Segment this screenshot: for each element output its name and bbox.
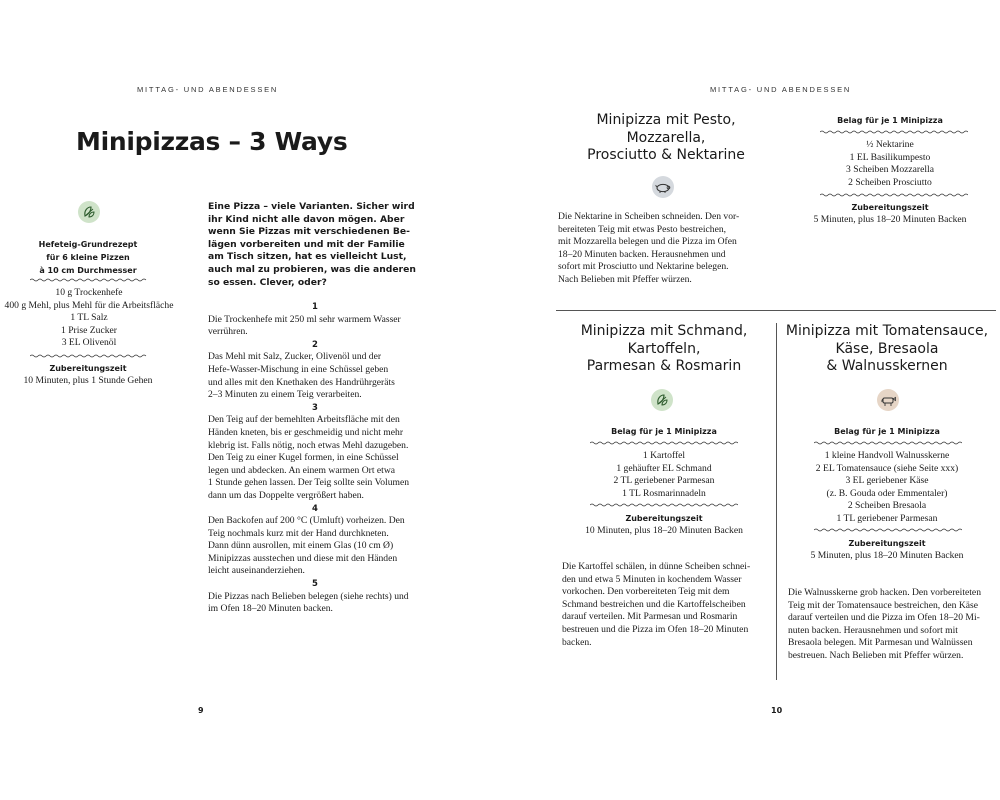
step-3 [208,402,422,503]
recipe2-title [556,323,772,376]
ingredient-line: 1 gehäufter EL Schmand [616,462,712,474]
wavy-divider [30,354,148,358]
recipe3-ingredients [784,450,990,526]
ingredient-line: 2 EL Tomatensauce (siehe Seite xxx) [815,462,959,474]
recipe3-topping-label: Belag für je 1 Minipizza [834,427,940,436]
step-line: Die Trockenhefe mit 250 ml sehr warmem Wasser [208,313,401,325]
ingredient-line: 1 kleine Handvoll Walnusskerne [824,450,950,461]
ingredient-line: 1 Prise Zucker [61,324,117,336]
method-line: vorkochen. Den vorbereiteten Teig mit dem [562,586,730,598]
recipe2-ingredients [562,450,766,500]
recipe1-title-line: Mozzarella, [626,129,706,146]
step-number: 4 [312,503,318,514]
recipe3-prep-label: Zubereitungszeit [848,539,926,548]
method-line: bereiteten Teig mit etwas Pesto bestreichen, [558,223,727,235]
pig-icon [652,176,674,198]
method-line: Die Kartoffel schälen, in dünne Scheiben schnei- [562,561,751,572]
recipe2-prep-time: 10 Minuten, plus 18–20 Minuten Backen [585,525,743,536]
method-line: backen. [562,636,592,648]
ingredient-line: 1 TL geriebener Parmesan [836,512,938,524]
recipe3-title-line: Minipizza mit Tomatensauce, [785,323,989,339]
recipe2-title-line: Parmesan & Rosmarin [586,358,742,374]
step-line: Das Mehl mit Salz, Zucker, Olivenöl und der [208,351,382,363]
ingredient-line: 3 EL Olivenöl [61,337,117,349]
page-number-left: 9 [198,706,204,715]
step-5 [208,578,422,616]
intro-line: auch mal zu probieren, was die anderen [208,263,416,275]
recipe1-title [556,112,776,165]
cow-icon [877,389,899,411]
recipe3-title [780,323,994,376]
base-ingredients [0,287,178,350]
base-recipe-heading-line: Hefeteig-Grundrezept [38,240,138,249]
wavy-divider [820,130,968,134]
ingredient-line: 2 Scheiben Bresaola [847,500,927,512]
ingredient-line: 2 TL geriebener Parmesan [613,475,715,487]
ingredient-line: 2 Scheiben Prosciutto [848,176,932,188]
herb-leaf-icon [78,201,100,223]
wavy-divider [590,441,738,445]
recipe1-title-line: Prosciutto & Nektarine [587,147,745,163]
intro-line: lägen vorbereiten und mit der Familie [208,238,405,250]
ingredient-line: 1 TL Rosmarinnadeln [622,487,706,499]
method-line: darauf verteilen. Mit Parmesan und Rosmarin [562,611,738,623]
recipe1-method [558,211,768,287]
method-line: 18–20 Minuten backen. Herausnehmen und [558,248,726,260]
step-4 [208,503,422,579]
ingredient-line: 3 Scheiben Mozzarella [846,164,934,176]
step-number: 2 [312,339,318,350]
step-line: im Ofen 18–20 Minuten backen. [208,603,333,615]
recipe2-title-line: Minipizza mit Schmand, [580,323,748,339]
step-line: leicht auseinanderziehen. [208,565,305,577]
step-line: Den Backofen auf 200 °C (Umluft) vorheizen. Den [208,515,405,527]
method-line: Teig mit der Tomatensauce bestreichen, den Käse [788,599,979,611]
step-number: 3 [312,402,318,413]
step-line: Minipizzas ausstechen und diese mit den Händen [208,552,398,564]
recipe2-prep-label: Zubereitungszeit [625,514,703,523]
step-line: Dann dünn ausrollen, mit einem Glas (10 cm Ø) [208,540,394,552]
ingredient-line: 1 Kartoffel [642,450,686,461]
wavy-divider [30,278,148,282]
herb-leaf-icon [651,389,673,411]
method-line: Die Walnusskerne grob hacken. Den vorbereiteten [788,587,981,598]
step-line: Hefe-Wasser-Mischung in eine Schüssel geben [208,363,389,375]
recipe3-prep-time: 5 Minuten, plus 18–20 Minuten Backen [810,550,964,561]
running-head-left: MITTAG- UND ABENDESSEN [137,85,279,94]
step-2 [208,339,422,402]
wavy-divider [820,193,968,197]
recipe2-title-line: Kartoffeln, [627,340,701,357]
intro-paragraph [208,201,428,289]
wavy-divider [590,503,738,507]
step-line: dann um das Doppelte vergrößert haben. [208,489,364,501]
intro-line: so essen. Clever, oder? [208,276,327,288]
step-number: 1 [312,302,318,312]
step-line: Den Teig zu einer Kugel formen, in eine Schüssel [208,452,399,464]
ingredient-line: 1 TL Salz [70,312,108,324]
ingredient-line: ½ Nektarine [866,139,914,150]
recipe3-title-line: Käse, Bresaola [835,340,939,357]
step-line: Den Teig auf der bemehlten Arbeitsfläche mit den [208,414,400,426]
method-line: Schmand bestreichen und die Kartoffelscheiben [562,598,746,610]
wavy-divider [814,441,962,445]
method-line: nuten backen. Herausnehmen und sofort mit [788,624,958,636]
vertical-rule [776,323,777,680]
base-recipe-heading-line: à 10 cm Durchmesser [39,266,137,275]
ingredient-line: 10 g Trockenhefe [55,287,123,298]
base-prep-label: Zubereitungszeit [49,364,127,373]
recipe2-topping-label: Belag für je 1 Minipizza [611,427,717,436]
method-line: Die Nektarine in Scheiben schneiden. Den vor- [558,211,740,222]
ingredient-line: 1 EL Basilikumpesto [849,151,931,163]
horizontal-rule [556,310,996,311]
step-line: 1 Stunde gehen lassen. Der Teig sollte sein Volumen [208,477,410,489]
wavy-divider [814,528,962,532]
step-line: Die Pizzas nach Belieben belegen (siehe rechts) und [208,590,409,602]
recipe1-title-line: Minipizza mit Pesto, [596,112,736,128]
step-line: klebrig ist. Falls nötig, noch etwas Mehl dazugeben. [208,439,409,451]
method-line: mit Mozzarella belegen und die Pizza im Ofen [558,236,737,248]
method-line: bestreuen. Nach Belieben mit Pfeffer würzen. [788,649,964,661]
intro-line: ihr Kind nicht alle davon mögen. Aber [208,213,405,225]
steps-list [208,301,422,616]
ingredient-line: 400 g Mehl, plus Mehl für die Arbeitsfläche [4,299,174,311]
page-number-right: 10 [771,706,783,715]
intro-line: am Tisch sitzen, hat es vielleicht Lust, [208,251,407,263]
method-line: Nach Belieben mit Pfeffer würzen. [558,273,692,285]
method-line: den und etwa 5 Minuten in kochendem Wasser [562,573,742,585]
recipe1-prep-label: Zubereitungszeit [851,203,929,212]
step-number: 5 [312,579,318,590]
recipe3-method [788,587,994,663]
step-line: legen und abdecken. An einem warmen Ort etwa [208,464,396,476]
base-recipe-heading [22,238,154,277]
intro-line: Eine Pizza – viele Varianten. Sicher wird [208,201,415,212]
step-line: verrühren. [208,326,248,338]
page-title: Minipizzas – 3 Ways [76,127,348,156]
base-recipe-heading-line: für 6 kleine Pizzen [46,253,130,262]
recipe3-title-line: & Walnusskernen [826,358,948,374]
recipe1-ingredients [790,139,990,189]
recipe1-prep-time: 5 Minuten, plus 18–20 Minuten Backen [813,214,967,225]
step-1 [208,301,422,339]
step-line: und alles mit den Knethaken des Handrührgeräts [208,376,395,388]
step-line: 2–3 Minuten zu einem Teig verarbeiten. [208,389,362,401]
recipe2-method [562,561,772,649]
recipe1-topping-label: Belag für je 1 Minipizza [837,116,943,125]
ingredient-line: (z. B. Gouda oder Emmentaler) [826,487,948,499]
step-line: Händen kneten, bis er geschmeidig und nicht mehr [208,426,404,438]
running-head-right: MITTAG- UND ABENDESSEN [710,85,852,94]
ingredient-line: 3 EL geriebener Käse [845,475,929,487]
step-line: Teig nochmals kurz mit der Hand durchkneten. [208,527,389,539]
method-line: sofort mit Prosciutto und Nektarine belegen. [558,261,729,273]
method-line: bestreuen und die Pizza im Ofen 18–20 Minuten [562,623,749,635]
base-prep-time: 10 Minuten, plus 1 Stunde Gehen [23,375,153,386]
intro-line: wenn Sie Pizzas mit verschiedenen Be- [208,226,410,238]
method-line: darauf verteilen und die Pizza im Ofen 18–20 Mi- [788,612,980,624]
method-line: Bresaola belegen. Mit Parmesan und Walnüssen [788,637,973,649]
